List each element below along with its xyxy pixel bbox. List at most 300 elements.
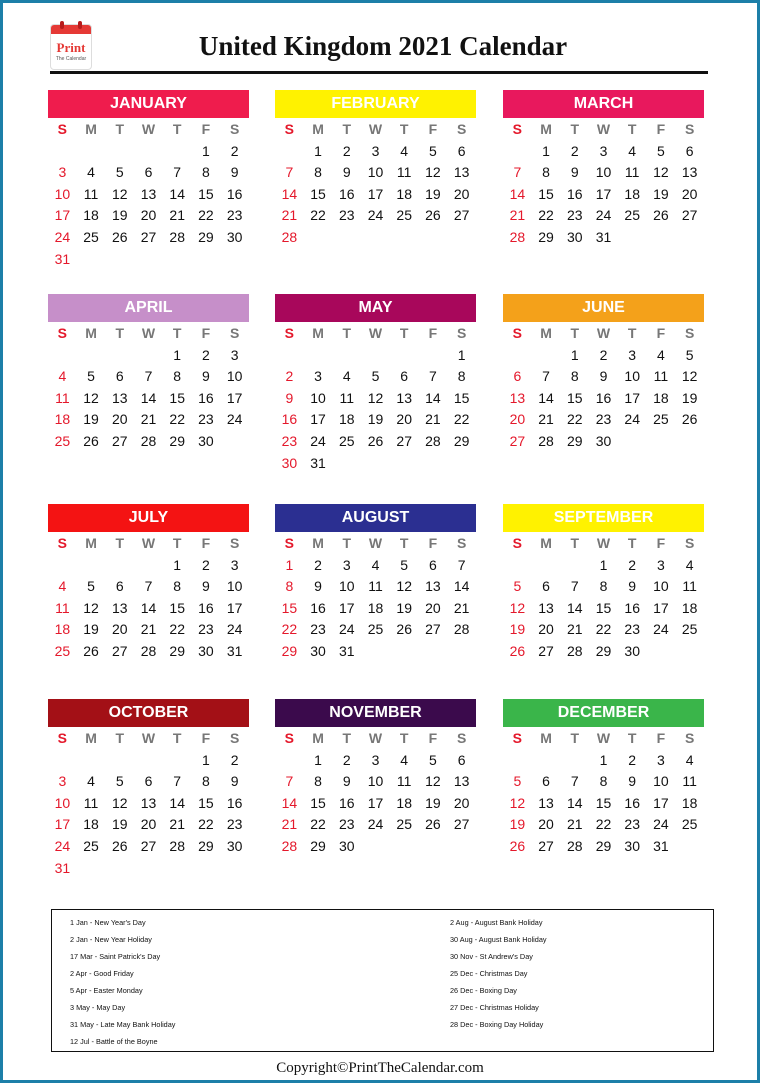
day-cell: 21: [140, 621, 157, 638]
day-cell: 30: [226, 837, 243, 854]
day-cell: 12: [396, 578, 412, 595]
day-cell: 26: [509, 642, 526, 659]
day-cell: 28: [453, 621, 470, 638]
day-cell: 22: [198, 816, 214, 833]
day-cell: 24: [226, 411, 243, 428]
weekday-label: F: [428, 535, 438, 551]
day-cell: 27: [538, 642, 554, 659]
day-cell: 16: [281, 411, 298, 428]
weekday-label: F: [656, 535, 666, 551]
day-cell: 4: [628, 142, 637, 159]
weekday-label: W: [596, 325, 611, 341]
weekday-label: W: [596, 535, 611, 551]
day-cell: 5: [371, 368, 380, 385]
day-cell: 19: [111, 207, 128, 224]
day-cell: 27: [453, 816, 470, 833]
day-cell: 12: [111, 185, 128, 202]
day-cell: 10: [653, 773, 669, 790]
day-cell: 23: [566, 207, 583, 224]
day-cell: 19: [396, 599, 412, 616]
weekday-label: T: [172, 730, 182, 746]
weekday-label: M: [540, 730, 552, 746]
day-cell: 26: [396, 621, 412, 638]
day-cell: 27: [111, 642, 128, 659]
weekday-label: W: [368, 730, 383, 746]
day-cell: 25: [54, 432, 71, 449]
weekday-label: M: [312, 730, 324, 746]
day-cell: 18: [396, 185, 412, 202]
day-cell: 3: [230, 346, 239, 363]
day-cell: 10: [595, 164, 612, 181]
day-cell: 19: [509, 621, 526, 638]
day-cell: 21: [566, 816, 583, 833]
weekday-label: F: [656, 325, 666, 341]
day-cell: 6: [400, 368, 409, 385]
day-cell: 2: [285, 368, 294, 385]
weekday-label: T: [570, 121, 580, 137]
logo-text: Print: [56, 40, 86, 55]
weekday-label: T: [570, 325, 580, 341]
day-cell: 1: [285, 556, 294, 573]
empty-cell: [105, 555, 134, 577]
day-cell: 23: [226, 816, 243, 833]
empty-cell: [275, 141, 304, 163]
weekday-label: T: [115, 535, 125, 551]
weekday-label: F: [201, 535, 211, 551]
day-cell: 22: [198, 207, 214, 224]
day-cell: 20: [453, 185, 470, 202]
day-cell: 7: [285, 164, 294, 181]
day-cell: 6: [542, 578, 550, 595]
day-cell: 27: [111, 432, 128, 449]
day-cell: 23: [198, 411, 214, 428]
day-cell: 29: [595, 642, 612, 659]
weekday-label: S: [512, 535, 523, 551]
day-cell: 30: [624, 837, 640, 854]
day-cell: 30: [226, 228, 243, 245]
day-cell: 29: [566, 432, 583, 449]
day-cell: 8: [542, 164, 550, 181]
day-cell: 10: [310, 389, 326, 406]
weekday-label: F: [428, 325, 438, 341]
day-cell: 18: [681, 599, 698, 616]
day-cell: 30: [281, 454, 298, 471]
page-title: United Kingdom 2021 Calendar: [198, 31, 568, 61]
day-cell: 7: [570, 773, 579, 790]
month-february: [275, 90, 476, 249]
day-cell: 19: [111, 816, 128, 833]
day-cell: 17: [54, 816, 71, 833]
day-cell: 22: [310, 816, 326, 833]
holiday-item: 25 Dec - Christmas Day: [450, 969, 528, 978]
day-cell: 18: [653, 389, 669, 406]
day-grid: [48, 728, 249, 879]
day-cell: 7: [173, 773, 182, 790]
day-cell: 3: [657, 751, 665, 768]
day-cell: 26: [653, 207, 669, 224]
day-cell: 21: [169, 207, 185, 224]
day-cell: 4: [371, 556, 380, 573]
weekday-label: F: [656, 121, 666, 137]
day-cell: 1: [173, 556, 182, 573]
empty-cell: [532, 555, 561, 577]
day-cell: 5: [429, 142, 437, 159]
day-grid: [275, 323, 476, 474]
day-cell: 21: [140, 411, 157, 428]
day-cell: 2: [342, 142, 351, 159]
day-cell: 16: [338, 794, 355, 811]
day-cell: 27: [140, 228, 157, 245]
weekday-label: T: [342, 121, 352, 137]
month-august: [275, 504, 476, 663]
day-cell: 16: [198, 599, 214, 616]
day-cell: 6: [429, 556, 437, 573]
weekday-label: M: [85, 121, 97, 137]
day-cell: 31: [54, 250, 71, 267]
day-cell: 21: [281, 207, 298, 224]
day-cell: 10: [653, 578, 669, 595]
day-cell: 1: [173, 346, 182, 363]
holiday-item: 2 Apr - Good Friday: [70, 969, 134, 978]
day-cell: 14: [566, 599, 583, 616]
day-cell: 2: [230, 142, 239, 159]
day-cell: 7: [513, 164, 522, 181]
day-cell: 1: [457, 346, 466, 363]
day-cell: 30: [198, 642, 214, 659]
day-cell: 23: [338, 816, 355, 833]
day-cell: 17: [367, 794, 384, 811]
weekday-label: T: [627, 121, 637, 137]
empty-cell: [275, 750, 304, 772]
holiday-item: 5 Apr - Easter Monday: [70, 986, 143, 995]
day-cell: 28: [425, 432, 441, 449]
day-cell: 15: [198, 185, 214, 202]
day-cell: 5: [429, 751, 437, 768]
day-cell: 24: [653, 621, 669, 638]
weekday-label: F: [656, 730, 666, 746]
weekday-label: M: [312, 535, 324, 551]
day-cell: 21: [169, 816, 185, 833]
day-cell: 9: [230, 773, 239, 790]
day-grid: [275, 728, 476, 858]
day-cell: 22: [169, 621, 185, 638]
month-header: JANUARY: [48, 90, 249, 118]
day-cell: 19: [653, 185, 669, 202]
day-grid: [48, 323, 249, 453]
day-cell: 15: [281, 599, 298, 616]
day-cell: 5: [685, 346, 694, 363]
day-cell: 25: [338, 432, 355, 449]
day-cell: 22: [169, 411, 185, 428]
day-cell: 26: [83, 432, 99, 449]
day-cell: 12: [681, 368, 698, 385]
day-cell: 20: [509, 411, 526, 428]
day-cell: 14: [169, 794, 185, 811]
day-cell: 15: [566, 389, 583, 406]
day-cell: 27: [681, 207, 698, 224]
day-cell: 17: [595, 185, 612, 202]
day-cell: 7: [144, 368, 153, 385]
day-cell: 5: [115, 164, 124, 181]
day-cell: 24: [338, 621, 355, 638]
weekday-label: T: [115, 325, 125, 341]
holiday-list: [51, 909, 714, 1052]
day-cell: 29: [198, 228, 214, 245]
day-cell: 22: [595, 816, 612, 833]
day-cell: 17: [367, 185, 384, 202]
day-cell: 14: [281, 794, 298, 811]
month-july: [48, 504, 249, 663]
weekday-label: M: [312, 325, 324, 341]
day-cell: 26: [83, 642, 99, 659]
day-cell: 7: [429, 368, 437, 385]
day-cell: 26: [111, 837, 128, 854]
day-cell: 28: [509, 228, 526, 245]
day-cell: 13: [425, 578, 441, 595]
day-cell: 18: [624, 185, 640, 202]
day-cell: 11: [55, 389, 70, 406]
day-cell: 20: [425, 599, 441, 616]
day-cell: 17: [310, 411, 326, 428]
day-cell: 3: [314, 368, 322, 385]
day-cell: 29: [538, 228, 554, 245]
day-cell: 10: [338, 578, 355, 595]
day-cell: 14: [566, 794, 583, 811]
day-cell: 13: [111, 389, 128, 406]
day-cell: 17: [226, 599, 243, 616]
day-cell: 8: [202, 773, 210, 790]
day-cell: 6: [685, 142, 694, 159]
month-december: [503, 699, 704, 858]
weekday-label: M: [85, 535, 97, 551]
day-cell: 30: [595, 432, 612, 449]
weekday-label: S: [284, 730, 295, 746]
day-cell: 16: [595, 389, 612, 406]
day-cell: 26: [425, 207, 441, 224]
holiday-item: 12 Jul - Battle of the Boyne: [70, 1037, 158, 1046]
day-cell: 25: [624, 207, 640, 224]
day-cell: 13: [453, 773, 470, 790]
day-cell: 31: [310, 454, 326, 471]
day-cell: 24: [54, 228, 71, 245]
day-cell: 5: [513, 578, 522, 595]
day-cell: 31: [226, 642, 243, 659]
day-cell: 20: [396, 411, 412, 428]
day-cell: 23: [310, 621, 326, 638]
day-cell: 19: [681, 389, 698, 406]
weekday-label: M: [85, 325, 97, 341]
empty-cell: [503, 750, 532, 772]
day-cell: 3: [342, 556, 351, 573]
day-cell: 13: [396, 389, 412, 406]
day-cell: 29: [310, 837, 326, 854]
day-cell: 1: [599, 556, 608, 573]
weekday-label: W: [141, 730, 156, 746]
day-cell: 27: [509, 432, 526, 449]
day-cell: 12: [509, 794, 526, 811]
month-october: [48, 699, 249, 879]
month-april: [48, 294, 249, 453]
day-cell: 30: [566, 228, 583, 245]
day-cell: 5: [400, 556, 409, 573]
day-cell: 24: [367, 816, 384, 833]
weekday-label: S: [229, 325, 240, 341]
day-cell: 20: [453, 794, 470, 811]
weekday-label: S: [512, 121, 523, 137]
weekday-label: S: [284, 535, 295, 551]
day-cell: 4: [685, 751, 694, 768]
day-cell: 21: [453, 599, 470, 616]
day-cell: 22: [453, 411, 470, 428]
day-cell: 10: [226, 368, 243, 385]
day-cell: 18: [54, 411, 71, 428]
weekday-label: S: [57, 730, 68, 746]
day-cell: 4: [685, 556, 694, 573]
day-cell: 3: [599, 142, 608, 159]
day-cell: 31: [653, 837, 669, 854]
day-cell: 22: [566, 411, 583, 428]
day-cell: 15: [595, 599, 612, 616]
day-cell: 10: [367, 773, 384, 790]
day-cell: 17: [653, 794, 669, 811]
weekday-label: W: [596, 121, 611, 137]
day-cell: 31: [595, 228, 612, 245]
day-cell: 28: [281, 228, 298, 245]
day-cell: 30: [624, 642, 640, 659]
day-cell: 13: [681, 164, 698, 181]
day-cell: 20: [111, 411, 128, 428]
month-header: MAY: [275, 294, 476, 322]
day-cell: 28: [140, 642, 157, 659]
day-cell: 15: [169, 599, 185, 616]
day-cell: 3: [230, 556, 239, 573]
month-header: OCTOBER: [48, 699, 249, 727]
weekday-label: W: [141, 325, 156, 341]
day-cell: 9: [570, 164, 579, 181]
empty-cell: [503, 141, 532, 163]
day-cell: 10: [367, 164, 384, 181]
day-cell: 19: [83, 621, 99, 638]
day-cell: 31: [54, 859, 71, 876]
day-cell: 5: [115, 773, 124, 790]
weekday-label: S: [684, 121, 695, 137]
weekday-label: S: [284, 121, 295, 137]
day-cell: 3: [371, 142, 380, 159]
day-cell: 3: [58, 164, 67, 181]
month-june: [503, 294, 704, 453]
day-cell: 7: [457, 556, 466, 573]
weekday-label: W: [141, 121, 156, 137]
empty-cell: [77, 555, 106, 577]
day-cell: 4: [400, 142, 409, 159]
month-march: [503, 90, 704, 249]
day-cell: 18: [367, 599, 384, 616]
day-cell: 27: [140, 837, 157, 854]
day-cell: 8: [173, 578, 182, 595]
weekday-label: M: [540, 535, 552, 551]
empty-cell: [361, 345, 390, 367]
day-grid: [503, 533, 704, 663]
day-cell: 8: [314, 773, 322, 790]
day-cell: 19: [425, 185, 441, 202]
day-cell: 20: [681, 185, 698, 202]
weekday-label: T: [399, 121, 409, 137]
day-cell: 7: [542, 368, 550, 385]
day-cell: 24: [624, 411, 640, 428]
month-header: SEPTEMBER: [503, 504, 704, 532]
weekday-label: T: [627, 535, 637, 551]
day-cell: 6: [513, 368, 522, 385]
empty-cell: [105, 141, 134, 163]
day-cell: 14: [453, 578, 470, 595]
day-cell: 16: [310, 599, 326, 616]
logo-subtext: The Calendar: [55, 56, 87, 62]
weekday-label: F: [201, 121, 211, 137]
day-cell: 8: [457, 368, 466, 385]
copyright-text: Copyright©PrintTheCalendar.com: [276, 1060, 484, 1076]
day-cell: 14: [140, 599, 157, 616]
day-cell: 25: [396, 816, 412, 833]
day-cell: 8: [599, 578, 608, 595]
day-cell: 17: [54, 207, 71, 224]
day-cell: 16: [226, 794, 243, 811]
day-cell: 27: [538, 837, 554, 854]
day-cell: 23: [595, 411, 612, 428]
day-cell: 6: [115, 368, 124, 385]
day-cell: 4: [87, 164, 95, 181]
day-cell: 20: [538, 816, 554, 833]
day-cell: 9: [285, 389, 294, 406]
day-cell: 28: [566, 642, 583, 659]
holiday-item: 3 May - May Day: [70, 1003, 126, 1012]
weekday-label: S: [456, 535, 467, 551]
weekday-label: S: [684, 535, 695, 551]
day-cell: 11: [83, 794, 99, 811]
day-cell: 16: [338, 185, 355, 202]
day-cell: 14: [538, 389, 554, 406]
weekday-label: T: [342, 325, 352, 341]
empty-cell: [419, 345, 448, 367]
weekday-label: W: [368, 325, 383, 341]
day-cell: 16: [226, 185, 243, 202]
day-cell: 29: [281, 642, 298, 659]
weekday-label: S: [512, 730, 523, 746]
day-cell: 10: [54, 185, 71, 202]
day-cell: 13: [140, 794, 157, 811]
day-cell: 3: [628, 346, 637, 363]
weekday-label: T: [172, 121, 182, 137]
day-cell: 23: [281, 432, 298, 449]
day-cell: 25: [367, 621, 384, 638]
weekday-label: S: [57, 535, 68, 551]
day-cell: 1: [202, 142, 210, 159]
day-cell: 5: [87, 368, 95, 385]
day-cell: 28: [566, 837, 583, 854]
day-cell: 15: [453, 389, 470, 406]
day-cell: 18: [83, 816, 99, 833]
day-cell: 6: [144, 773, 153, 790]
day-cell: 11: [396, 164, 412, 181]
weekday-label: F: [201, 325, 211, 341]
weekday-label: W: [368, 121, 383, 137]
day-cell: 28: [281, 837, 298, 854]
empty-cell: [48, 555, 77, 577]
day-cell: 13: [111, 599, 128, 616]
day-cell: 12: [83, 599, 99, 616]
day-cell: 25: [54, 642, 71, 659]
day-cell: 11: [368, 578, 383, 595]
day-cell: 14: [509, 185, 526, 202]
